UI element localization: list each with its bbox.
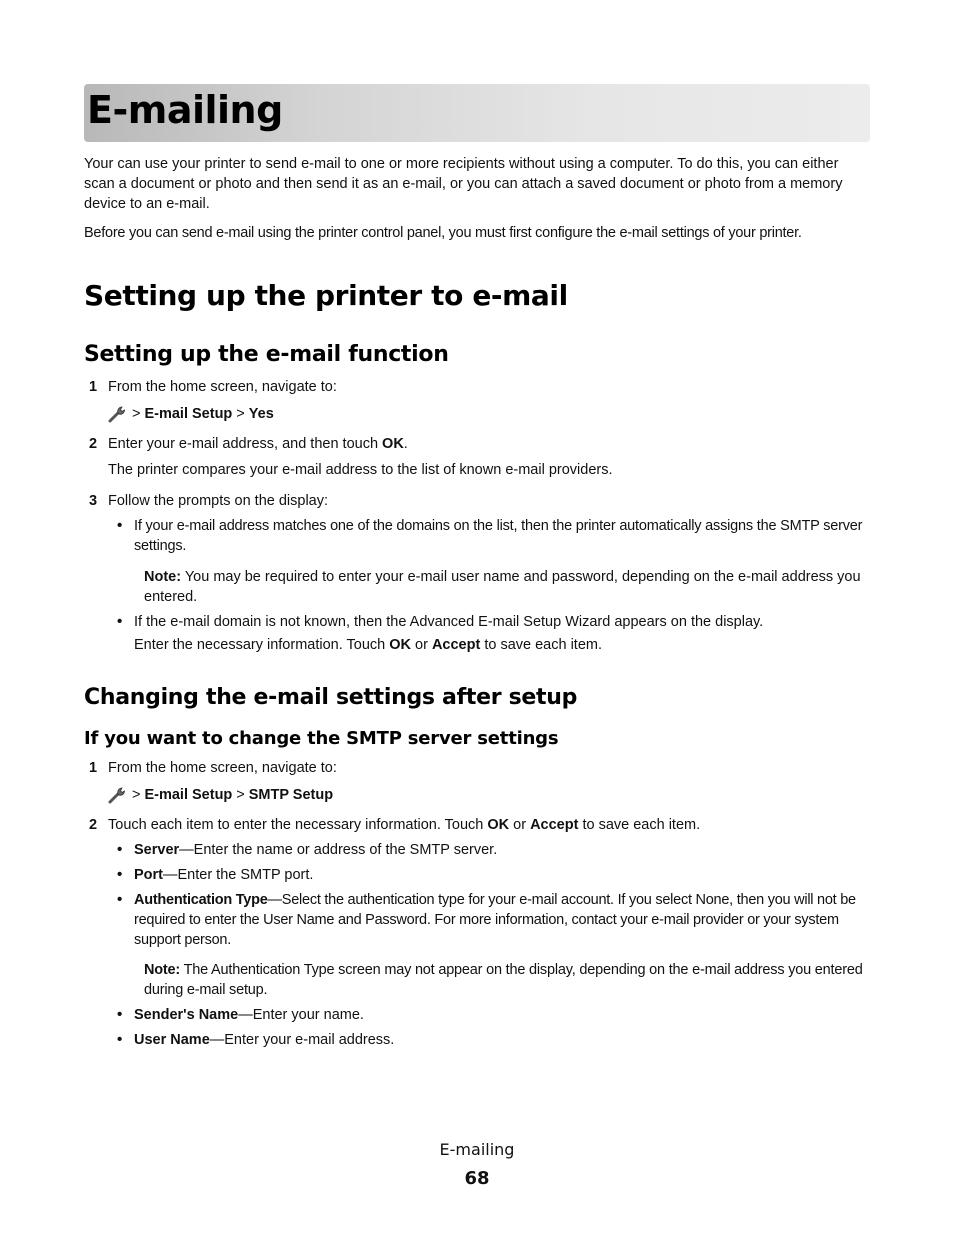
note-text: You may be required to enter your e-mail user name and password, depending on the e-mail address you entered. [144,569,861,605]
bullet-list [84,516,870,556]
note-text: The Authentication Type screen may not appear on the display, depending on the e-mail address you entered during e-mail setup. [144,962,863,998]
step-followup-text: The printer compares your e-mail address to the list of known e-mail providers. [108,462,613,478]
list-item [134,1005,870,1025]
list-item-label: Server [134,842,180,858]
step-text: . [403,436,408,452]
path-separator: > [236,406,245,422]
step-text: Touch each item to enter the necessary information. Touch [108,817,488,833]
step-number: 2 [89,436,98,452]
step-1 [84,377,870,397]
list-item-text: —Select the authentication type for your e-mail account. If you select None, then you will not be required to enter the User Name and Password. For more information, contact your e-mail provider or your system support person. [134,892,856,948]
bullet-list [84,1005,870,1050]
step-text: Follow the prompts on the display: [108,493,329,509]
bullet-list [84,840,870,950]
step-1 [84,758,870,778]
wrench-icon [108,405,128,423]
step-text-bold: OK [487,817,510,833]
list-item [134,865,870,885]
footer-section-name: E-mailing [439,1140,515,1159]
list-item [134,890,870,950]
path-item-email-setup: E-mail Setup [144,406,233,422]
text: to save each item. [480,637,602,653]
path-item-smtp-setup: SMTP Setup [248,787,334,803]
step-text: to save each item. [578,817,701,833]
list-item-label: Authentication Type [134,892,268,908]
list-item-label: Port [134,867,163,883]
step-3-after-text [84,635,870,655]
list-item [134,840,870,860]
subsection-title-changing-settings: Changing the e-mail settings after setup [84,685,578,710]
list-item-text: If the e-mail domain is not known, then the Advanced E-mail Setup Wizard appears on the display. [134,614,764,630]
step-number: 1 [89,379,98,395]
note [84,960,870,1000]
subsubsection-title-smtp: If you want to change the SMTP server settings [84,728,559,749]
step-text: Enter your e-mail address, and then touch [108,436,383,452]
note-label: Note: [144,569,182,585]
bullet-list [84,612,870,632]
step-2 [84,434,870,454]
step-number: 2 [89,817,98,833]
navigation-path [84,785,870,805]
text-bold: OK [389,637,411,653]
step-number: 3 [89,493,98,509]
list-item-text: —Enter your name. [238,1007,364,1023]
step-text-bold: Accept [530,817,579,833]
footer-page-number: 68 [464,1168,490,1189]
text: Enter the necessary information. Touch [134,637,390,653]
list-item-label: User Name [134,1032,210,1048]
text-bold: Accept [431,637,481,653]
list-item-text: —Enter the SMTP port. [163,867,314,883]
wrench-icon [108,786,128,804]
list-item [134,1030,870,1050]
note-label: Note: [144,962,181,978]
list-item-text: —Enter the name or address of the SMTP server. [179,842,498,858]
step-number: 1 [89,760,98,776]
list-item [134,516,870,556]
step-text: From the home screen, navigate to: [108,379,337,395]
list-item-text: If your e-mail address matches one of the domains on the list, then the printer automatically assigns the SMTP server settings. [134,518,863,554]
step-2 [84,815,870,835]
note [84,567,870,607]
section-title-setup: Setting up the printer to e-mail [84,279,568,312]
navigation-path [84,404,870,424]
text: or [410,637,432,653]
step-text-bold: OK [382,436,404,452]
path-separator: > [132,406,141,422]
chapter-header-bar [84,84,870,142]
subsection-title-email-function: Setting up the e-mail function [84,342,449,367]
intro-paragraph-1: Your can use your printer to send e-mail to one or more recipients without using a computer. To do this, you can either scan a document or photo and then send it as an e-mail, or you can attach a saved document or photo from a memory device to an e-mail. [84,156,843,212]
list-item [134,612,870,632]
path-item-yes: Yes [248,406,274,422]
step-2-followup [84,460,870,480]
step-text: From the home screen, navigate to: [108,760,337,776]
page-content [84,84,870,1050]
path-separator: > [132,787,141,803]
step-text: or [509,817,531,833]
step-3 [84,491,870,511]
path-separator: > [236,787,245,803]
list-item-label: Sender's Name [134,1007,239,1023]
path-item-email-setup: E-mail Setup [144,787,233,803]
intro-paragraph-2: Before you can send e-mail using the printer control panel, you must first configure the e-mail settings of your printer. [84,225,802,241]
chapter-title: E-mailing [87,88,283,132]
list-item-text: —Enter your e-mail address. [209,1032,395,1048]
